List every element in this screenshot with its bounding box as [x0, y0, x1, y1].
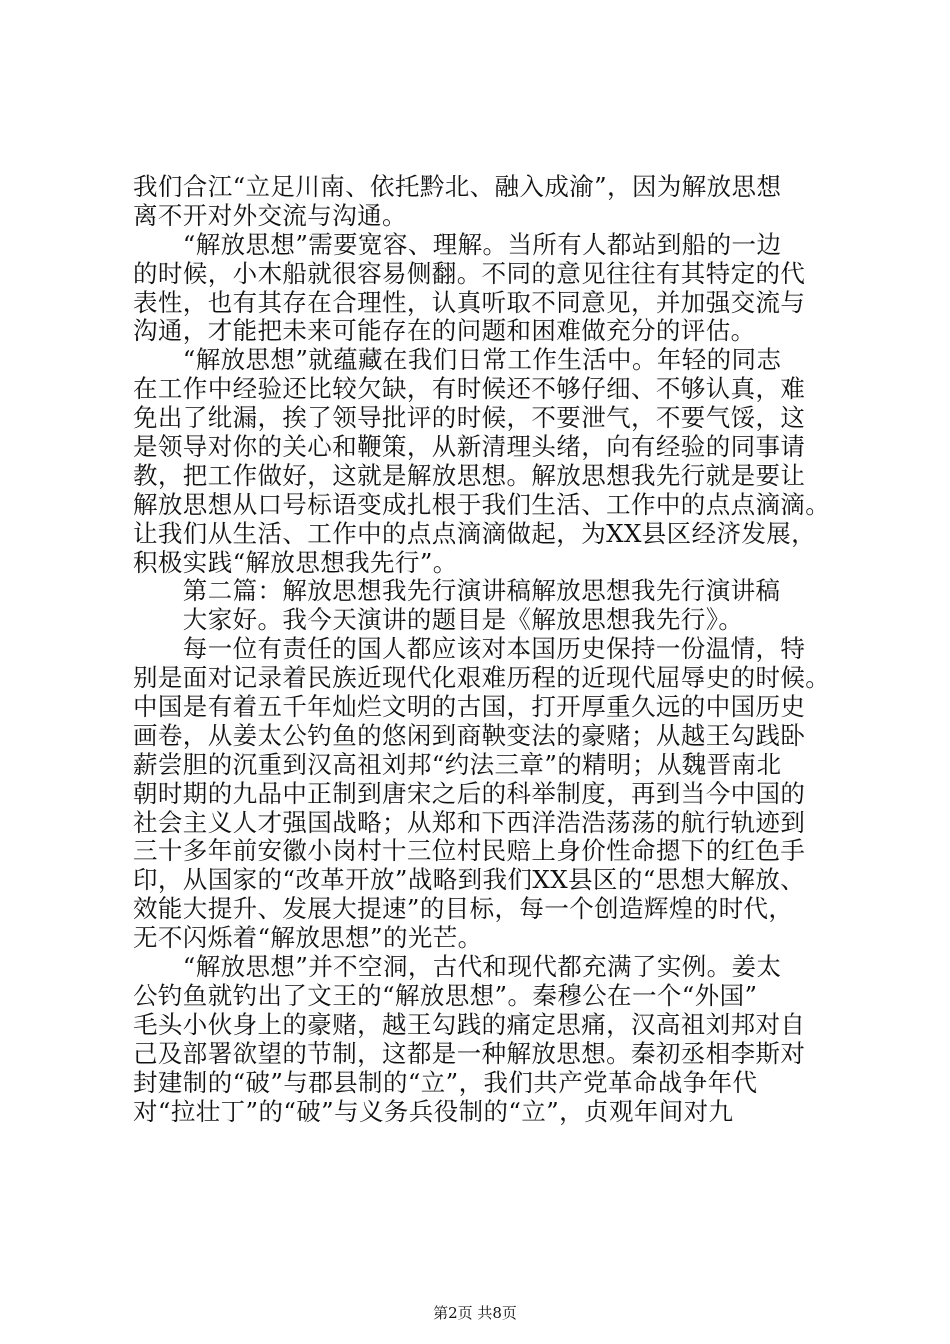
- page-number: 第2页 共8页: [433, 1304, 517, 1322]
- text-line: 印，从国家的“改革开放”战略到我们XX县区的“思想大解放、: [133, 865, 806, 895]
- text-line: 表性，也有其存在合理性，认真听取不同意见，并加强交流与: [133, 287, 806, 317]
- text-line: 大家好。我今天演讲的题目是《解放思想我先行》。: [133, 605, 744, 635]
- text-line: 让我们从生活、工作中的点点滴滴做起，为XX县区经济发展，: [133, 518, 817, 548]
- text-line: 解放思想从口号标语变成扎根于我们生活、工作中的点点滴滴。: [133, 489, 831, 519]
- text-line: 别是面对记录着民族近现代化艰难历程的近现代屈辱史的时候。: [133, 663, 831, 693]
- document-body: [133, 173, 833, 1126]
- section-heading: 第二篇：解放思想我先行演讲稿解放思想我先行演讲稿: [133, 576, 781, 606]
- text-line: “解放思想”需要宽容、理解。当所有人都站到船的一边: [133, 229, 782, 259]
- text-line: 积极实践“解放思想我先行”。: [133, 547, 458, 577]
- text-line: 在工作中经验还比较欠缺，有时候还不够仔细、不够认真，难: [133, 374, 806, 404]
- text-line: 教，把工作做好，这就是解放思想。解放思想我先行就是要让: [133, 460, 806, 490]
- text-line: 的时候，小木船就很容易侧翻。不同的意见往往有其特定的代: [133, 258, 806, 288]
- text-line: 中国是有着五千年灿烂文明的古国，打开厚重久远的中国历史: [133, 692, 806, 722]
- text-line: 对“拉壮丁”的“破”与义务兵役制的“立”，贞观年间对九: [133, 1096, 734, 1126]
- text-line: “解放思想”就蕴藏在我们日常工作生活中。年轻的同志: [133, 345, 782, 375]
- text-line: “解放思想”并不空洞，古代和现代都充满了实例。姜太: [133, 952, 782, 982]
- text-line: 无不闪烁着“解放思想”的光芒。: [133, 923, 483, 953]
- text-line: 公钓鱼就钓出了文王的“解放思想”。秦穆公在一个“外国”: [133, 980, 758, 1010]
- text-line: 封建制的“破”与郡县制的“立”，我们共产党革命战争年代: [133, 1067, 758, 1097]
- text-line: 离不开对外交流与沟通。: [133, 200, 407, 230]
- text-line: 薪尝胆的沉重到汉高祖刘邦“约法三章”的精明；从魏晋南北: [133, 749, 782, 779]
- text-line: 效能大提升、发展大提速”的目标，每一个创造辉煌的时代，: [133, 894, 794, 924]
- text-line: 社会主义人才强国战略；从郑和下西洋浩浩荡荡的航行轨迹到: [133, 807, 806, 837]
- text-line: 每一位有责任的国人都应该对本国历史保持一份温情，特: [133, 634, 806, 664]
- text-line: 我们合江“立足川南、依托黔北、融入成渝”，因为解放思想: [133, 172, 782, 201]
- text-line: 沟通，才能把未来可能存在的问题和困难做充分的评估。: [133, 316, 756, 346]
- text-line: 免出了纰漏，挨了领导批评的时候，不要泄气，不要气馁，这: [133, 403, 806, 433]
- text-line: 三十多年前安徽小岗村十三位村民赔上身价性命摁下的红色手: [133, 836, 806, 866]
- text-line: 朝时期的九品中正制到唐宋之后的科举制度，再到当今中国的: [133, 778, 806, 808]
- text-line: 毛头小伙身上的豪赌，越王勾践的痛定思痛，汉高祖刘邦对自: [133, 1009, 806, 1039]
- text-line: 己及部署欲望的节制，这都是一种解放思想。秦初丞相李斯对: [133, 1038, 806, 1068]
- page-footer: [0, 1304, 950, 1322]
- text-line: 画卷，从姜太公钓鱼的悠闲到商鞅变法的豪赌；从越王勾践卧: [133, 720, 806, 750]
- text-line: 是领导对你的关心和鞭策，从新清理头绪，向有经验的同事请: [133, 432, 806, 462]
